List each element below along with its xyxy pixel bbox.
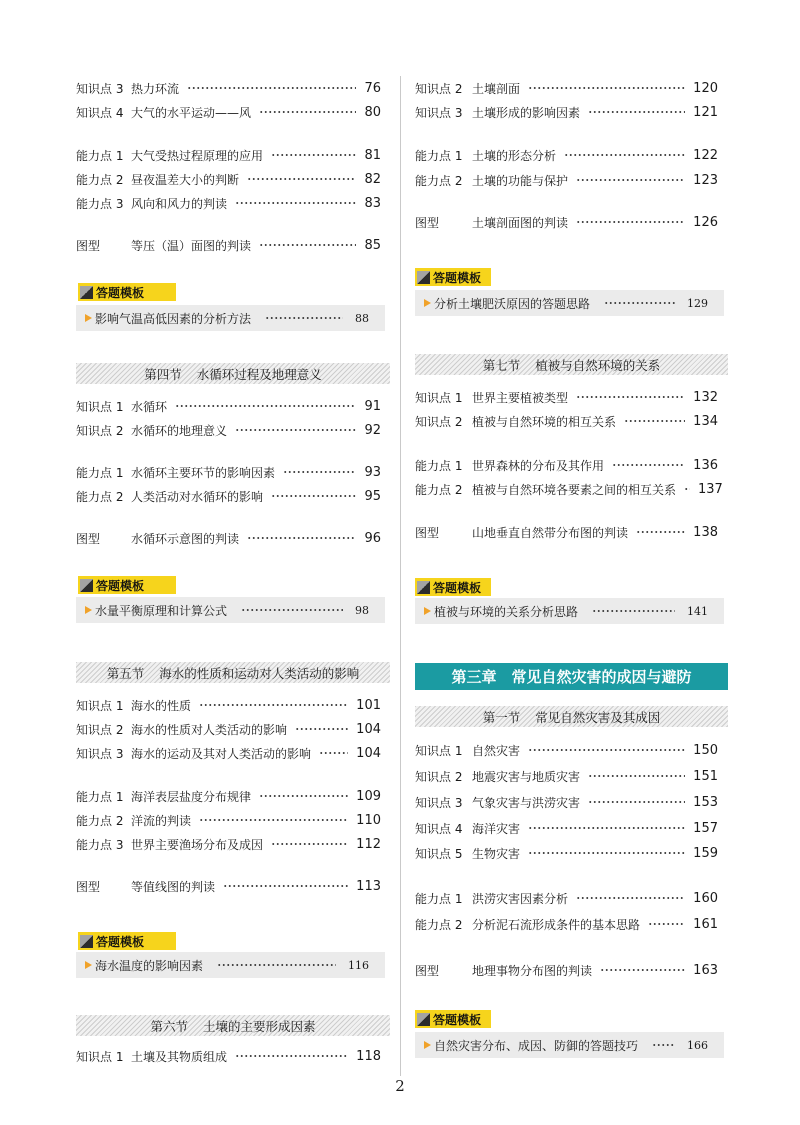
- dot-leader: [271, 494, 356, 498]
- entry-page: 95: [364, 488, 381, 504]
- answer-template-entry: [76, 952, 385, 978]
- entry-label: 知识点 4: [76, 105, 124, 120]
- dot-leader: [624, 419, 685, 423]
- answer-template-badge: [415, 268, 491, 286]
- template-badge-icon: [80, 579, 93, 592]
- entry-label: 知识点 3: [415, 795, 463, 810]
- toc-entry: [415, 764, 718, 788]
- entry-title: 海洋灾害: [472, 821, 521, 836]
- entry-label: 知识点 3: [415, 105, 463, 120]
- entry-title: 地理事物分布图的判读: [472, 963, 593, 978]
- entry-page: 134: [693, 413, 718, 429]
- dot-leader: [528, 748, 685, 752]
- dot-leader: [648, 922, 685, 926]
- triangle-marker-icon: [85, 314, 92, 322]
- entry-page: 157: [693, 820, 718, 836]
- entry-label: 能力点 1: [76, 789, 124, 804]
- toc-entry: [76, 874, 381, 898]
- dot-leader: [283, 470, 356, 474]
- entry-label: 知识点 1: [76, 399, 124, 414]
- toc-entry: [415, 143, 718, 167]
- entry-label: 知识点 2: [415, 81, 463, 96]
- toc-entry: [415, 453, 718, 477]
- dot-leader: [588, 110, 685, 114]
- entry-title: 植被与自然环境的相互关系: [472, 414, 617, 429]
- entry-label: 能力点 1: [415, 458, 463, 473]
- chapter-title: 常见自然灾害的成因与避防: [511, 668, 692, 686]
- dot-leader: [259, 794, 348, 798]
- entry-page: 150: [693, 742, 718, 758]
- template-title: 海水温度的影响因素: [95, 958, 204, 973]
- dot-leader: [271, 842, 348, 846]
- template-page: 98: [355, 603, 369, 617]
- entry-page: 109: [356, 788, 381, 804]
- section-title: 植被与自然环境的关系: [535, 357, 661, 373]
- template-badge-icon: [417, 581, 430, 594]
- toc-entry: [76, 233, 381, 257]
- entry-title: 土壤形成的影响因素: [472, 105, 581, 120]
- dot-leader: [271, 153, 356, 157]
- entry-title: 洪涝灾害因素分析: [472, 891, 569, 906]
- toc-entry: [76, 784, 381, 808]
- toc-entry: [76, 693, 381, 717]
- dot-leader: [247, 177, 356, 181]
- entry-page: 120: [693, 80, 718, 96]
- dot-leader: [576, 395, 685, 399]
- entry-label: 能力点 1: [76, 148, 124, 163]
- section-number: 第七节: [482, 357, 521, 373]
- dot-leader: [295, 727, 348, 731]
- entry-label: 能力点 3: [76, 196, 124, 211]
- entry-label: 知识点 2: [76, 722, 124, 737]
- dot-leader: [223, 884, 348, 888]
- triangle-marker-icon: [424, 299, 431, 307]
- entry-label: 能力点 2: [415, 482, 463, 497]
- toc-entry: [415, 520, 718, 544]
- dot-leader: [528, 86, 685, 90]
- badge-label: 答题模板: [433, 580, 482, 595]
- section-title: 海水的性质和运动对人类活动的影响: [159, 665, 360, 681]
- dot-leader: [528, 851, 685, 855]
- entry-label: 图型: [76, 238, 101, 253]
- dot-leader: [652, 1043, 675, 1047]
- entry-title: 气象灾害与洪涝灾害: [472, 795, 581, 810]
- triangle-marker-icon: [85, 606, 92, 614]
- entry-label: 知识点 1: [415, 390, 463, 405]
- entry-page: 132: [693, 389, 718, 405]
- toc-entry: [415, 76, 718, 100]
- entry-label: 知识点 1: [76, 698, 124, 713]
- section-header: [415, 354, 728, 375]
- dot-leader: [576, 896, 685, 900]
- toc-entry: [76, 484, 381, 508]
- entry-page: 83: [364, 195, 381, 211]
- badge-label: 答题模板: [96, 578, 145, 593]
- entry-title: 水循环的地理意义: [131, 423, 228, 438]
- chapter-header: [415, 663, 728, 690]
- toc-entry: [76, 741, 381, 765]
- entry-page: 104: [356, 721, 381, 737]
- entry-page: 160: [693, 890, 718, 906]
- entry-label: 知识点 2: [415, 414, 463, 429]
- entry-label: 图型: [76, 531, 101, 546]
- section-number: 第一节: [482, 709, 521, 725]
- entry-title: 海水的性质对人类活动的影响: [131, 722, 288, 737]
- entry-title: 水循环示意图的判读: [131, 531, 240, 546]
- entry-page: 76: [364, 80, 381, 96]
- dot-leader: [175, 404, 356, 408]
- dot-leader: [588, 774, 685, 778]
- answer-template-entry: [415, 1032, 724, 1058]
- dot-leader: [600, 968, 685, 972]
- entry-page: 113: [356, 878, 381, 894]
- dot-leader: [636, 530, 685, 534]
- template-badge-icon: [80, 935, 93, 948]
- badge-label: 答题模板: [433, 1012, 482, 1027]
- section-header: [415, 706, 728, 727]
- toc-entry: [76, 1044, 381, 1068]
- template-title: 分析土壤肥沃原因的答题思路: [434, 296, 591, 311]
- toc-entry: [415, 841, 718, 865]
- entry-page: 112: [356, 836, 381, 852]
- toc-entry: [415, 912, 718, 936]
- toc-entry: [76, 394, 381, 418]
- badge-label: 答题模板: [96, 285, 145, 300]
- toc-entry: [415, 886, 718, 910]
- triangle-marker-icon: [85, 961, 92, 969]
- answer-template-badge: [415, 578, 491, 596]
- entry-label: 知识点 1: [415, 743, 463, 758]
- entry-title: 昼夜温差大小的判断: [131, 172, 240, 187]
- toc-entry: [76, 808, 381, 832]
- dot-leader: [612, 463, 685, 467]
- section-number: 第五节: [106, 665, 145, 681]
- dot-leader: [684, 487, 690, 491]
- badge-label: 答题模板: [96, 934, 145, 949]
- toc-entry: [76, 832, 381, 856]
- section-header: [76, 363, 390, 384]
- entry-title: 等压（温）面图的判读: [131, 238, 252, 253]
- toc-entry: [76, 100, 381, 124]
- template-badge-icon: [417, 271, 430, 284]
- template-page: 141: [687, 604, 708, 618]
- entry-page: 138: [693, 524, 718, 540]
- column-divider: [400, 76, 401, 1076]
- entry-page: 151: [693, 768, 718, 784]
- answer-template-entry: [76, 305, 385, 331]
- section-number: 第六节: [150, 1018, 188, 1034]
- answer-template-badge: [78, 283, 176, 301]
- toc-entry: [76, 717, 381, 741]
- entry-page: 126: [693, 214, 718, 230]
- dot-leader: [235, 428, 356, 432]
- entry-title: 土壤剖面图的判读: [472, 215, 569, 230]
- dot-leader: [259, 243, 356, 247]
- entry-title: 海水的性质: [131, 698, 192, 713]
- page-number: 2: [395, 1077, 405, 1095]
- entry-page: 93: [364, 464, 381, 480]
- entry-page: 122: [693, 147, 718, 163]
- entry-label: 图型: [76, 879, 101, 894]
- entry-title: 土壤的功能与保护: [472, 173, 569, 188]
- entry-page: 161: [693, 916, 718, 932]
- toc-entry: [415, 385, 718, 409]
- toc-entry: [415, 477, 723, 501]
- answer-template-badge: [78, 932, 176, 950]
- template-page: 116: [348, 958, 369, 972]
- chapter-number: 第三章: [451, 668, 497, 686]
- entry-label: 能力点 2: [415, 917, 463, 932]
- entry-title: 土壤剖面: [472, 81, 521, 96]
- entry-page: 104: [356, 745, 381, 761]
- answer-template-badge: [78, 576, 176, 594]
- toc-entry: [415, 816, 718, 840]
- entry-title: 分析泥石流形成条件的基本思路: [472, 917, 641, 932]
- template-page: 166: [687, 1038, 708, 1052]
- entry-label: 能力点 2: [76, 813, 124, 828]
- entry-title: 土壤及其物质组成: [131, 1049, 228, 1064]
- entry-title: 地震灾害与地质灾害: [472, 769, 581, 784]
- entry-title: 自然灾害: [472, 743, 521, 758]
- answer-template-badge: [415, 1010, 491, 1028]
- entry-page: 92: [364, 422, 381, 438]
- template-title: 自然灾害分布、成因、防御的答题技巧: [434, 1038, 639, 1053]
- entry-title: 大气的水平运动——风: [131, 105, 252, 120]
- entry-page: 137: [698, 481, 723, 497]
- entry-title: 水循环主要环节的影响因素: [131, 465, 276, 480]
- dot-leader: [604, 301, 675, 305]
- section-title: 常见自然灾害及其成因: [535, 709, 661, 725]
- entry-page: 118: [356, 1048, 381, 1064]
- entry-label: 图型: [415, 525, 440, 540]
- dot-leader: [588, 800, 685, 804]
- entry-title: 生物灾害: [472, 846, 521, 861]
- dot-leader: [241, 608, 343, 612]
- entry-page: 80: [364, 104, 381, 120]
- badge-label: 答题模板: [433, 270, 482, 285]
- dot-leader: [235, 201, 356, 205]
- dot-leader: [199, 818, 348, 822]
- entry-title: 人类活动对水循环的影响: [131, 489, 264, 504]
- entry-page: 85: [364, 237, 381, 253]
- section-header: [76, 662, 390, 683]
- dot-leader: [528, 826, 685, 830]
- entry-label: 知识点 3: [76, 746, 124, 761]
- entry-label: 知识点 3: [76, 81, 124, 96]
- entry-title: 世界森林的分布及其作用: [472, 458, 605, 473]
- entry-page: 121: [693, 104, 718, 120]
- toc-entry: [76, 418, 381, 442]
- entry-label: 知识点 1: [76, 1049, 124, 1064]
- entry-title: 热力环流: [131, 81, 180, 96]
- dot-leader: [187, 86, 356, 90]
- answer-template-entry: [415, 598, 724, 624]
- entry-title: 大气受热过程原理的应用: [131, 148, 264, 163]
- entry-label: 图型: [415, 963, 440, 978]
- triangle-marker-icon: [424, 607, 431, 615]
- entry-title: 世界主要渔场分布及成因: [131, 837, 264, 852]
- entry-page: 153: [693, 794, 718, 810]
- toc-entry: [415, 790, 718, 814]
- dot-leader: [319, 751, 348, 755]
- toc-entry: [76, 143, 381, 167]
- entry-page: 101: [356, 697, 381, 713]
- toc-entry: [76, 76, 381, 100]
- dot-leader: [217, 963, 336, 967]
- entry-label: 知识点 2: [76, 423, 124, 438]
- answer-template-entry: [76, 597, 385, 623]
- entry-title: 植被与自然环境各要素之间的相互关系: [472, 482, 677, 497]
- entry-page: 91: [364, 398, 381, 414]
- entry-title: 海水的运动及其对人类活动的影响: [131, 746, 312, 761]
- entry-title: 洋流的判读: [131, 813, 192, 828]
- entry-label: 知识点 4: [415, 821, 463, 836]
- entry-label: 能力点 2: [415, 173, 463, 188]
- entry-page: 81: [364, 147, 381, 163]
- dot-leader: [247, 536, 356, 540]
- template-page: 129: [687, 296, 708, 310]
- toc-entry: [76, 460, 381, 484]
- triangle-marker-icon: [424, 1041, 431, 1049]
- entry-label: 能力点 3: [76, 837, 124, 852]
- toc-entry: [76, 167, 381, 191]
- entry-label: 能力点 2: [76, 172, 124, 187]
- toc-entry: [76, 191, 381, 215]
- dot-leader: [576, 220, 685, 224]
- dot-leader: [564, 153, 685, 157]
- entry-label: 知识点 2: [415, 769, 463, 784]
- entry-page: 163: [693, 962, 718, 978]
- entry-title: 海洋表层盐度分布规律: [131, 789, 252, 804]
- entry-title: 水循环: [131, 399, 168, 414]
- entry-page: 136: [693, 457, 718, 473]
- entry-title: 土壤的形态分析: [472, 148, 557, 163]
- section-header: [76, 1015, 390, 1036]
- entry-page: 110: [356, 812, 381, 828]
- template-title: 影响气温高低因素的分析方法: [95, 311, 252, 326]
- section-number: 第四节: [144, 366, 182, 382]
- dot-leader: [576, 178, 685, 182]
- entry-title: 等值线图的判读: [131, 879, 216, 894]
- entry-title: 山地垂直自然带分布图的判读: [472, 525, 629, 540]
- dot-leader: [259, 110, 356, 114]
- entry-page: 123: [693, 172, 718, 188]
- entry-page: 159: [693, 845, 718, 861]
- dot-leader: [235, 1054, 348, 1058]
- entry-page: 82: [364, 171, 381, 187]
- toc-entry: [415, 168, 718, 192]
- section-title: 土壤的主要形成因素: [203, 1018, 316, 1034]
- toc-entry: [415, 409, 718, 433]
- dot-leader: [265, 316, 343, 320]
- entry-label: 能力点 1: [76, 465, 124, 480]
- entry-label: 图型: [415, 215, 440, 230]
- toc-entry: [415, 100, 718, 124]
- entry-label: 能力点 1: [415, 891, 463, 906]
- template-badge-icon: [80, 286, 93, 299]
- answer-template-entry: [415, 290, 724, 316]
- left-column: [76, 0, 392, 1125]
- section-title: 水循环过程及地理意义: [196, 366, 322, 382]
- entry-label: 能力点 2: [76, 489, 124, 504]
- entry-title: 风向和风力的判读: [131, 196, 228, 211]
- template-badge-icon: [417, 1013, 430, 1026]
- toc-entry: [76, 526, 381, 550]
- entry-label: 知识点 5: [415, 846, 463, 861]
- entry-label: 能力点 1: [415, 148, 463, 163]
- entry-page: 96: [364, 530, 381, 546]
- template-title: 水量平衡原理和计算公式: [95, 603, 228, 618]
- toc-entry: [415, 210, 718, 234]
- dot-leader: [199, 703, 348, 707]
- toc-entry: [415, 738, 718, 762]
- template-title: 植被与环境的关系分析思路: [434, 604, 579, 619]
- dot-leader: [592, 609, 675, 613]
- entry-title: 世界主要植被类型: [472, 390, 569, 405]
- right-column: [415, 0, 729, 1125]
- toc-entry: [415, 958, 718, 982]
- template-page: 88: [355, 311, 369, 325]
